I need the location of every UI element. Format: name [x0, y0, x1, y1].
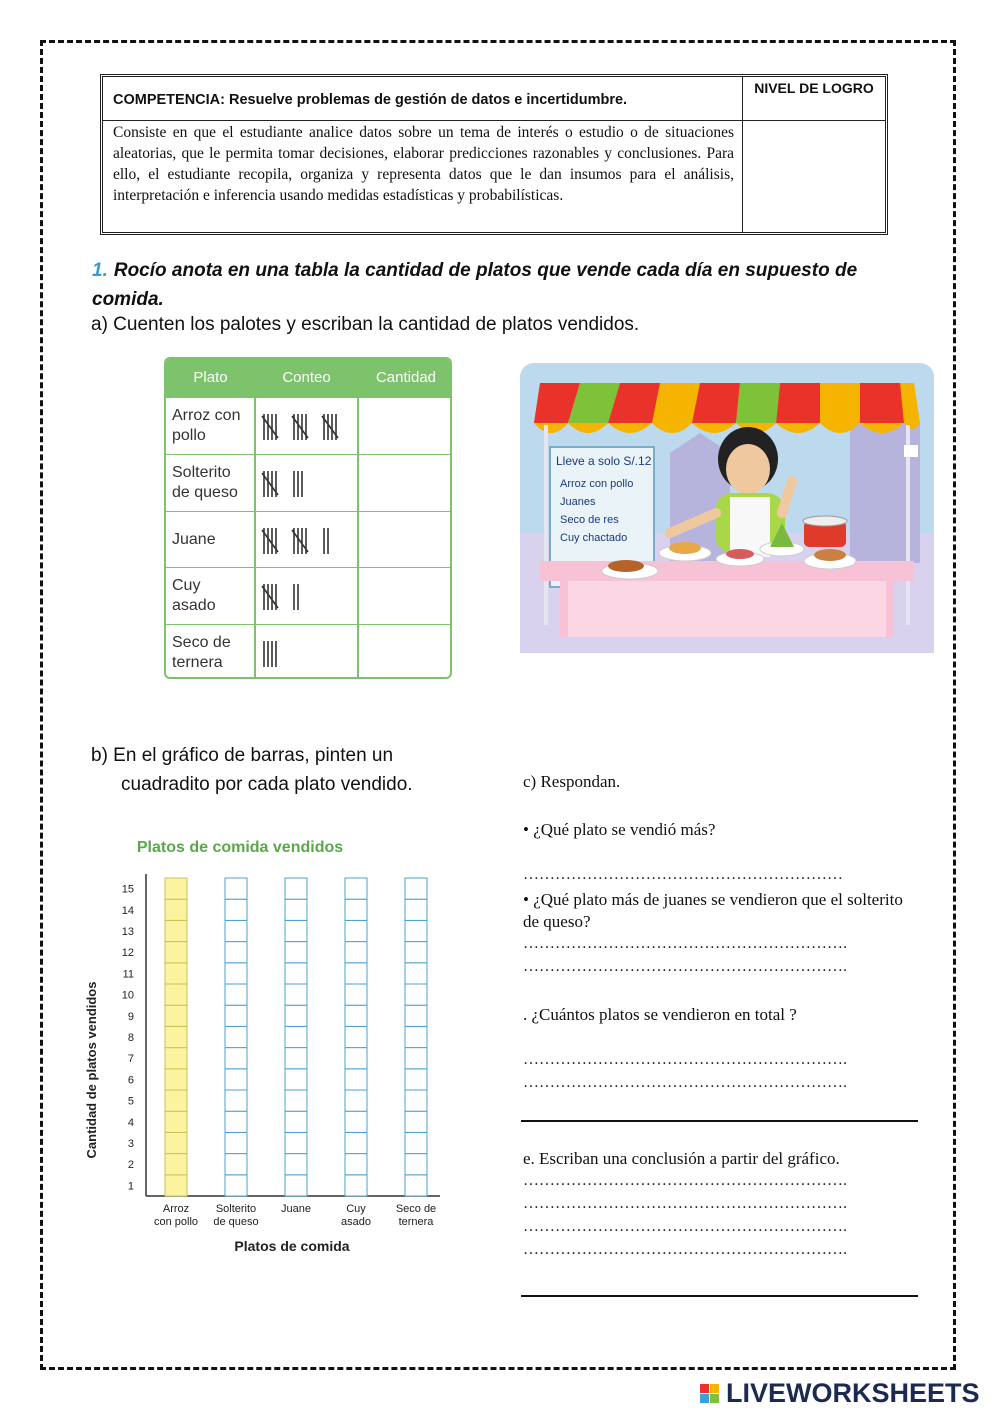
bar-cell — [345, 1048, 367, 1069]
competency-table — [100, 74, 888, 235]
menu-item: Cuy chactado — [560, 532, 628, 544]
y-tick-label: 1 — [127, 1180, 134, 1193]
bar-cell — [225, 1090, 247, 1111]
y-axis-label: Cantidad de platos vendidos — [84, 981, 99, 1159]
bar-cell — [405, 1026, 427, 1047]
bar-cell — [345, 899, 367, 920]
tally-marks — [260, 408, 360, 448]
answer-line[interactable]: ……………………………………………………. — [523, 935, 847, 952]
bar-cell — [345, 1175, 367, 1196]
tally-marks — [260, 522, 360, 562]
y-tick-label: 7 — [127, 1053, 134, 1066]
bar-cell — [405, 1048, 427, 1069]
bar-cell — [225, 878, 247, 899]
header-plato: Plato — [166, 359, 255, 397]
tally-marks — [260, 635, 360, 675]
bar-cell — [345, 1154, 367, 1175]
bar-cell — [165, 1069, 187, 1090]
tally-row — [166, 454, 452, 512]
bar-cell — [165, 878, 187, 899]
answer-line[interactable]: ……………………………………………………. — [523, 1051, 847, 1068]
y-tick-label: 6 — [127, 1074, 134, 1087]
bar-cell — [405, 1132, 427, 1153]
bar-cell — [225, 1132, 247, 1153]
x-tick-label: Seco de — [395, 1203, 437, 1215]
bar-cell — [225, 984, 247, 1005]
dish-name: Solterito de queso — [172, 463, 238, 501]
competency-header: COMPETENCIA: Resuelve problemas de gestión de datos e incertidumbre. — [103, 77, 743, 121]
divider-line — [521, 1120, 918, 1122]
menu-item: Juanes — [560, 496, 596, 508]
bar-cell — [285, 1090, 307, 1111]
bar-cell — [405, 899, 427, 920]
bar-cell — [285, 1048, 307, 1069]
bar-cell — [165, 1175, 187, 1196]
bar-cell — [345, 1069, 367, 1090]
answer-line[interactable]: ……………………………………………………. — [523, 1195, 847, 1212]
x-tick-label: Solterito — [215, 1203, 257, 1215]
bar-cell — [405, 1090, 427, 1111]
bar-cell — [285, 984, 307, 1005]
question-total: . ¿Cuántos platos se vendieron en total ? — [523, 1005, 797, 1024]
bar-cell — [165, 920, 187, 941]
bar-cell — [345, 1005, 367, 1026]
tally-row — [166, 567, 452, 625]
bar-chart[interactable] — [80, 830, 450, 1260]
bar-cell — [165, 1132, 187, 1153]
answer-line[interactable]: ……………………………………………………. — [523, 1241, 847, 1258]
question-number: 1. — [92, 260, 108, 281]
part-b-line1: b) En el gráfico de barras, pinten un — [91, 745, 394, 766]
bar-cell — [225, 1154, 247, 1175]
bar-cell — [225, 1026, 247, 1047]
bar-cell — [165, 963, 187, 984]
bar-cell — [345, 984, 367, 1005]
bar-cell — [405, 984, 427, 1005]
bar-cell — [285, 963, 307, 984]
dish-name: Cuy asado — [172, 577, 216, 615]
bar-cell — [165, 1048, 187, 1069]
bar-cell — [165, 1026, 187, 1047]
bar-cell — [165, 1090, 187, 1111]
competency-description: Consiste en que el estudiante analice datos sobre un tema de interés o estudio o de situaciones aleatorias, que le permita tomar decisiones, elaborar predicciones razonables y conclusiones. Para ello, el estudiante recopila, organiza y representa datos que le dan insumos para el análisis, interpretación e inferencia usando medidas estadísticas y probabilísticas. — [103, 121, 743, 232]
y-tick-label: 15 — [121, 883, 134, 896]
bar-cell — [165, 984, 187, 1005]
bar-cell — [165, 942, 187, 963]
bar-cell — [225, 920, 247, 941]
bar-cell — [285, 1026, 307, 1047]
answer-line[interactable]: ……………………………………………………. — [523, 1218, 847, 1235]
bar-cell — [345, 878, 367, 899]
bar-cell — [345, 1026, 367, 1047]
answer-line[interactable]: ……………………………………………………. — [523, 958, 847, 975]
x-tick-label: Cuy — [346, 1203, 366, 1215]
bar-cell — [165, 1005, 187, 1026]
bar-cell — [285, 1154, 307, 1175]
answer-line[interactable]: ……………………………………………………. — [523, 1074, 847, 1091]
y-tick-label: 10 — [121, 989, 134, 1002]
tally-table — [164, 357, 452, 679]
bar-cell — [285, 1005, 307, 1026]
header-cantidad: Cantidad — [358, 359, 452, 397]
y-tick-label: 3 — [127, 1138, 134, 1150]
bar-cell — [165, 1111, 187, 1132]
question-text: Rocío anota en una tabla la cantidad de platos que vende cada día en supuesto de comida. — [92, 260, 858, 310]
bar-cell — [405, 1175, 427, 1196]
y-tick-label: 4 — [127, 1116, 134, 1129]
y-tick-label: 14 — [121, 904, 134, 917]
menu-item: Arroz con pollo — [560, 478, 634, 490]
level-header: NIVEL DE LOGRO — [743, 77, 885, 121]
bar-cell — [345, 1090, 367, 1111]
question-most-sold: • ¿Qué plato se vendió más? — [523, 820, 716, 839]
x-tick-label: Arroz — [162, 1203, 190, 1215]
bar-cell — [225, 942, 247, 963]
bar-cell — [405, 963, 427, 984]
bar-cell — [165, 1154, 187, 1175]
bar-cell — [165, 899, 187, 920]
part-a-instruction: a) Cuenten los palotes y escriban la cantidad de platos vendidos. — [91, 314, 640, 335]
bar-cell — [345, 942, 367, 963]
bar-cell — [285, 942, 307, 963]
y-tick-label: 12 — [121, 947, 134, 960]
menu-item: Seco de res — [560, 514, 619, 526]
bar-cell — [285, 1175, 307, 1196]
y-tick-label: 9 — [127, 1010, 134, 1023]
bar-cell — [345, 963, 367, 984]
bar-cell — [225, 963, 247, 984]
tally-marks — [260, 465, 360, 505]
bar-cell — [225, 1048, 247, 1069]
bar-cell — [345, 1132, 367, 1153]
tally-row — [166, 397, 452, 455]
part-b-line2: cuadradito por cada plato vendido. — [121, 774, 413, 795]
bar-cell — [405, 942, 427, 963]
header-conteo: Conteo — [255, 359, 358, 397]
bar-cell — [285, 1111, 307, 1132]
answer-line[interactable]: ……………………………………………………. — [523, 1172, 847, 1189]
bar-cell — [405, 920, 427, 941]
x-tick-label: con pollo — [153, 1216, 199, 1228]
chart-title: Platos de comida vendidos — [136, 839, 344, 856]
food-stall-illustration — [520, 363, 934, 653]
y-tick-label: 5 — [127, 1095, 134, 1108]
bar-cell — [405, 1005, 427, 1026]
menu-title: Lleve a solo S/.12 — [556, 454, 652, 468]
tally-row — [166, 624, 452, 679]
bar-cell — [225, 1111, 247, 1132]
bar-cell — [225, 1175, 247, 1196]
bar-cell — [225, 899, 247, 920]
bar-cell — [285, 920, 307, 941]
x-tick-label: Juane — [281, 1203, 311, 1215]
y-tick-label: 13 — [121, 926, 134, 938]
bar-cell — [285, 1069, 307, 1090]
y-tick-label: 2 — [127, 1159, 134, 1172]
bar-cell — [405, 1111, 427, 1132]
dish-name: Arroz con pollo — [172, 407, 241, 444]
tally-marks — [260, 578, 360, 618]
part-c-heading: c) Respondan. — [523, 772, 621, 791]
bar-cell — [285, 1132, 307, 1153]
footer-brand: LIVEWORKSHEETS — [726, 1378, 980, 1408]
question-1 — [92, 256, 932, 314]
x-axis-label: Platos de comida — [234, 1238, 350, 1254]
y-tick-label: 8 — [127, 1032, 134, 1044]
part-b-instruction — [91, 741, 413, 799]
bar-cell — [345, 1111, 367, 1132]
x-tick-label: asado — [341, 1216, 371, 1228]
bar-cell — [285, 899, 307, 920]
question-conclusion: e. Escriban una conclusión a partir del gráfico. — [523, 1149, 840, 1168]
answer-line[interactable]: …………………………………………………… — [523, 866, 843, 883]
question-juanes-vs-solterito: • ¿Qué plato más de juanes se vendieron que el solterito de queso? — [523, 890, 903, 931]
y-tick-label: 11 — [122, 968, 134, 981]
bar-cell — [345, 920, 367, 941]
bar-cell — [405, 1154, 427, 1175]
x-tick-label: ternera — [398, 1216, 434, 1228]
divider-line — [521, 1295, 918, 1297]
dish-name: Juane — [172, 530, 216, 548]
bar-cell — [225, 1069, 247, 1090]
dish-name: Seco de ternera — [172, 634, 231, 672]
bar-cell — [285, 878, 307, 899]
bar-cell — [405, 1069, 427, 1090]
bar-cell — [405, 878, 427, 899]
x-tick-label: de queso — [213, 1216, 259, 1228]
tally-row — [166, 511, 452, 569]
bar-cell — [225, 1005, 247, 1026]
